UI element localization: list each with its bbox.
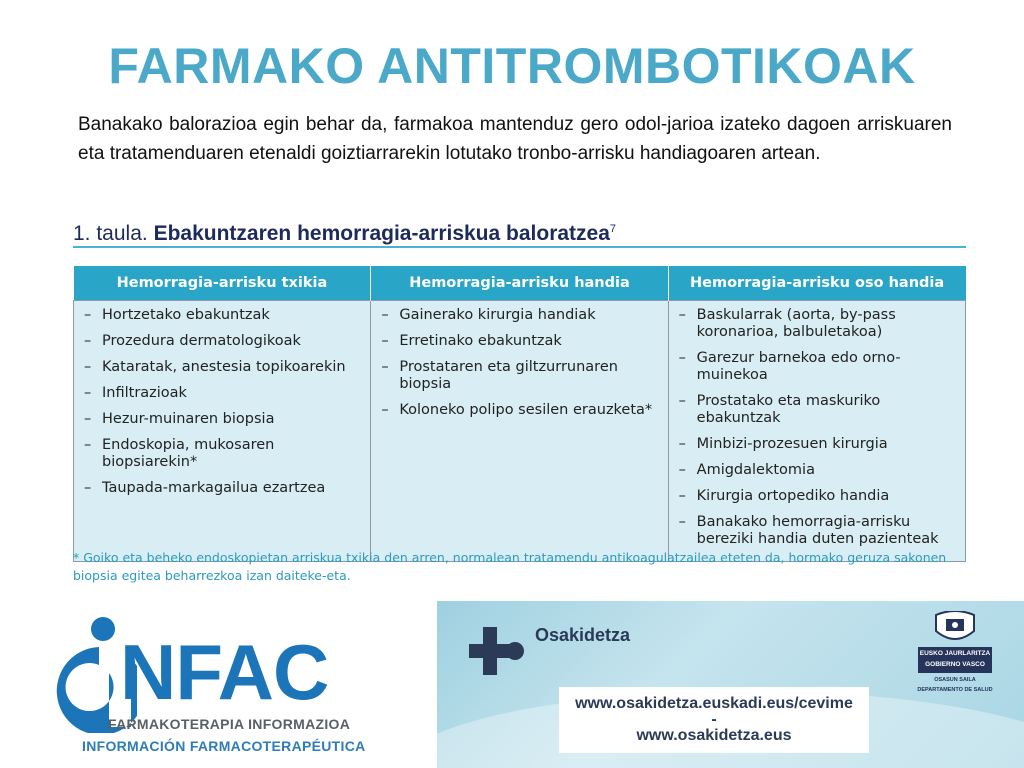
high-risk-list (381, 307, 659, 419)
osakidetza-banner (437, 601, 1024, 768)
caption-underline (73, 246, 966, 248)
table-row (74, 301, 966, 562)
gv-line-eu: EUSKO JAURLARITZA (919, 650, 991, 657)
basque-government-label (918, 647, 992, 673)
list-item: – Kataratak, anestesia topikoarekin (84, 359, 362, 376)
table-caption-ref: 7 (609, 223, 617, 235)
osakidetza-name: Osakidetza (535, 625, 631, 645)
list-item: – Taupada-markagailua ezartzea (84, 480, 362, 497)
hemorrhage-risk-table (73, 266, 966, 562)
gv-department-es: DEPARTAMENTO DE SALUD (917, 687, 993, 693)
url-separator: - (711, 711, 717, 728)
list-item: – Koloneko polipo sesilen erauzketa* (381, 402, 659, 419)
list-item: – Kirurgia ortopediko handia (679, 488, 957, 505)
osakidetza-link[interactable]: www.osakidetza.eus (636, 727, 792, 744)
header-high-risk: Hemorragia-arrisku handia (371, 266, 668, 301)
list-item: – Amigdalektomia (679, 462, 957, 479)
table-caption-title: Ebakuntzaren hemorragia-arriskua baloratzea (153, 222, 610, 245)
osakidetza-cross-icon (469, 627, 529, 680)
table-caption-prefix: 1. taula. (73, 222, 154, 245)
cell-very-high-risk (668, 301, 965, 562)
list-item: – Erretinako ebakuntzak (381, 333, 659, 350)
list-item: – Banakako hemorragia-arrisku bereziki handia duten pazienteak (679, 514, 957, 548)
cevime-link[interactable]: www.osakidetza.euskadi.eus/cevime (575, 695, 853, 712)
list-item: – Gainerako kirurgia handiak (381, 307, 659, 324)
very-high-risk-list (679, 307, 957, 548)
low-risk-list (84, 307, 362, 497)
list-item: – Garezur barnekoa edo orno-muinekoa (679, 350, 957, 384)
cell-low-risk (74, 301, 371, 562)
basque-government-crest-icon (924, 611, 986, 652)
gv-line-es: GOBIERNO VASCO (925, 661, 985, 668)
intro-paragraph: Banakako balorazioa egin behar da, farmakoa mantenduz gero odol-jarioa izateko dagoen arriskuaren eta tratamenduaren etenaldi goiztiarrarekin lotutako tronbo-arrisku handiagoaren artean. (78, 114, 952, 164)
infac-subtitle-eu: FARMAKOTERAPIA INFORMAZIOA (108, 716, 351, 732)
list-item: – Infiltrazioak (84, 385, 362, 402)
list-item: – Baskularrak (aorta, by-pass koronarioa, balbuletakoa) (679, 307, 957, 341)
list-item: – Prozedura dermatologikoak (84, 333, 362, 350)
infac-subtitle-es: INFORMACIÓN FARMACOTERAPÉUTICA (82, 738, 366, 754)
header-very-high-risk: Hemorragia-arrisku oso handia (668, 266, 965, 301)
list-item: – Endoskopia, mukosaren biopsiarekin* (84, 437, 362, 471)
list-item: – Hortzetako ebakuntzak (84, 307, 362, 324)
list-item: – Prostatako eta maskuriko ebakuntzak (679, 393, 957, 427)
infac-logo-text: NFAC (120, 628, 329, 716)
list-item: – Hezur-muinaren biopsia (84, 411, 362, 428)
slide-title: FARMAKO ANTITROMBOTIKOAK (108, 38, 916, 94)
url-box (559, 687, 869, 753)
table-footnote: * Goiko eta beheko endoskopietan arriskua txikia den arren, normalean tratamendu antikoagulatzailea eteten da, hormako geruza sakonen biopsia egitea beharrezkoa izan daiteke-eta. (73, 550, 947, 583)
list-item: – Minbizi-prozesuen kirurgia (679, 436, 957, 453)
table-header-row (74, 266, 966, 301)
table-caption (73, 215, 965, 248)
cell-high-risk (371, 301, 668, 562)
list-item: – Prostataren eta giltzurrunaren biopsia (381, 359, 659, 393)
gv-department-eu: OSASUN SAILA (934, 677, 976, 683)
header-low-risk: Hemorragia-arrisku txikia (74, 266, 371, 301)
